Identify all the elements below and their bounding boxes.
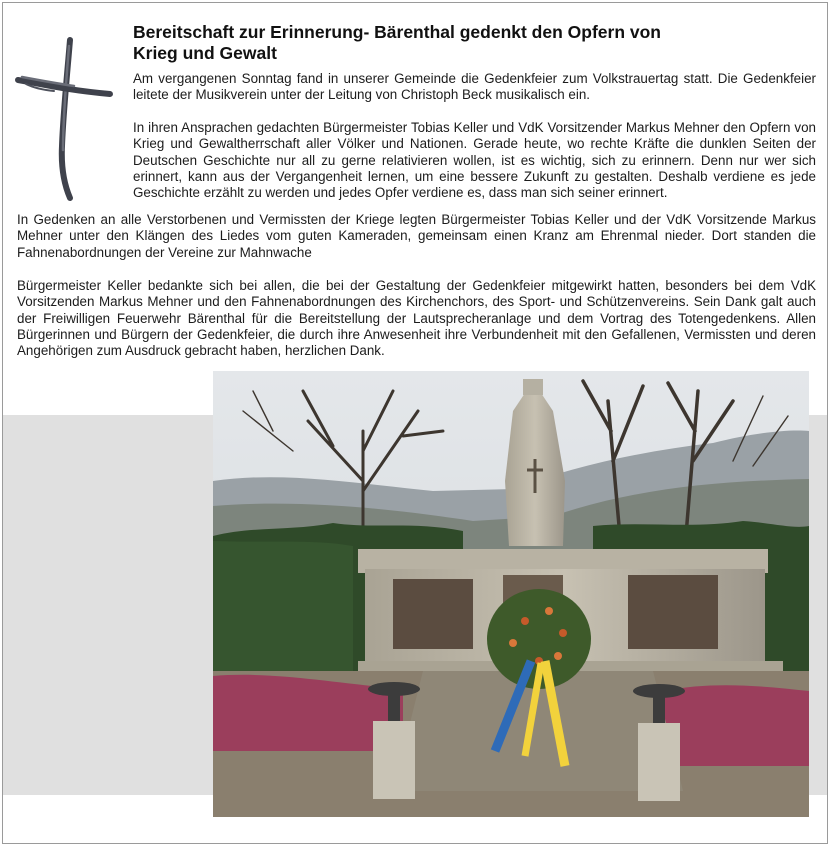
war-memorial-photo [213,371,809,817]
article-paragraph: Am vergangenen Sonntag fand in unserer Gemeinde die Gedenkfeier zum Volkstrauertag statt. Die Gedenkfeier leitete der Musikverein unter der Leitung von Christoph Beck musikalisch ein. [133,71,816,103]
article-paragraph: Bürgermeister Keller bedankte sich bei allen, die bei der Gestaltung der Gedenkfeier mitgewirkt hatten, besonders bei dem VdK Vorsitzenden Markus Mehner und den Fahnenabordnungen des Kirchenchors, des Sport- und Schützenvereins. Sein Dank galt auch der Freiwilligen Feuerwehr Bärenthal für die Bereitstellung der Lautsprecheranlage und dem Vortrag des Totengedenkens. Allen Bürgerinnen und Bürgern der Gedenkfeier, die durch ihre Anwesenheit ihre Verbundenheit mit den Gefallenen, Vermissten und deren Angehörigen zum Ausdruck gebracht haben, herzlichen Dank. [17,278,816,359]
cross-icon [14,36,114,202]
article-paragraph: In ihren Ansprachen gedachten Bürgermeister Tobias Keller und VdK Vorsitzender Markus Mehner den Opfern von Krieg und Gewaltherrschaft aller Völker und Nationen. Gerade heute, wo rechte Kräfte die dunklen Seiten der Deutschen Geschichte nur all zu gerne relativieren wollen, ist es wichtig, sich zu erinnern. Denn nur wer sich erinnert, kann aus der Vergangenheit lernen, um eine bessere Zukunft zu gestalten. Deshalb verdiene es jede Geschichte erzählt zu werden und jedes Opfer verdiene es, dass man sich seiner erinnert. [133,120,816,201]
article-paragraph: In Gedenken an alle Verstorbenen und Vermissten der Kriege legten Bürgermeister Tobias Keller und der VdK Vorsitzende Markus Mehner unter den Klängen des Liedes vom guten Kameraden, gemeinsam einen Kranz am Ehrenmal nieder. Dort standen die Fahnenabordnungen der Vereine zur Mahnwache [17,212,816,260]
article-title: Bereitschaft zur Erinnerung- Bärenthal gedenkt den Opfern von Krieg und Gewalt [133,22,661,63]
